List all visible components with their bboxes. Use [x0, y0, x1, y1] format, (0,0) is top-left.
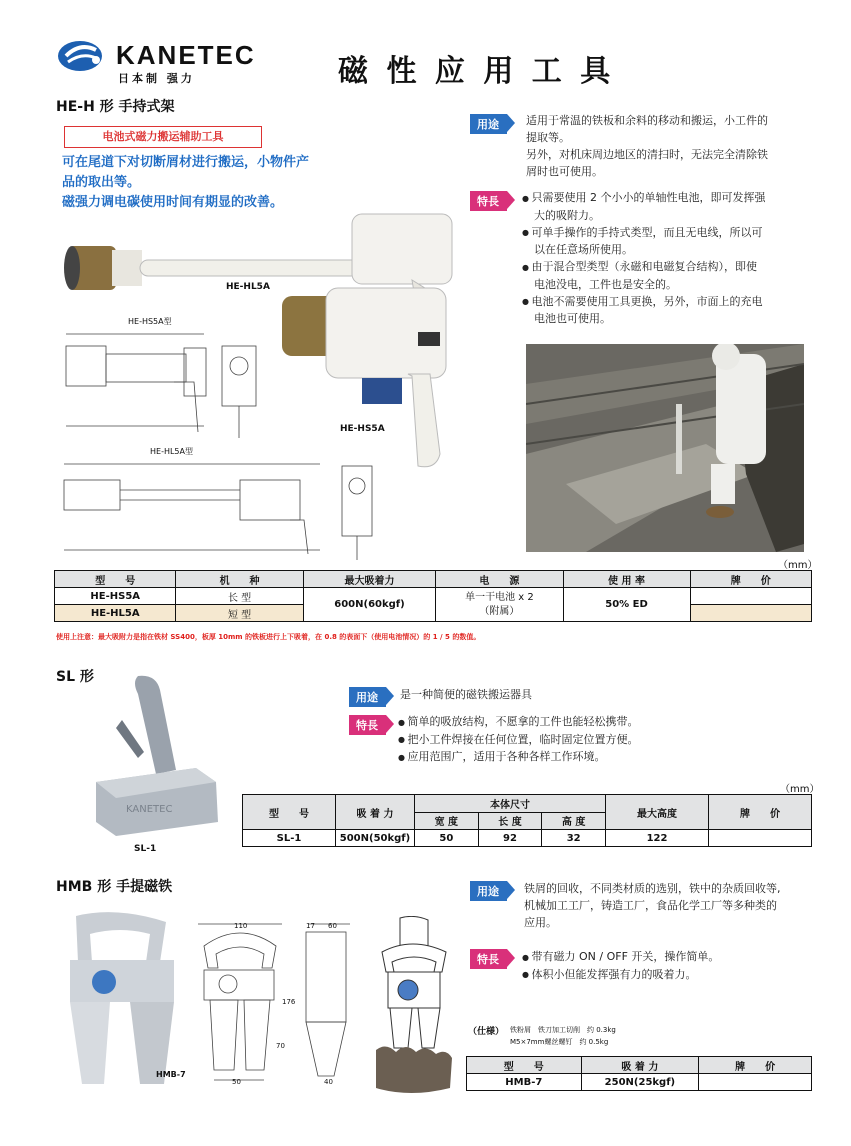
he-feature-block — [470, 190, 507, 211]
he-hs5a-photo — [278, 278, 478, 472]
he-features — [522, 189, 822, 327]
he-feature-line: 大的吸附力。 — [534, 208, 600, 222]
table-cell: HMB-7 — [467, 1074, 582, 1091]
table-header-row — [467, 1057, 812, 1074]
page-title: 磁 性 应 用 工 具 — [338, 54, 615, 89]
table-cell: 122 — [606, 830, 709, 847]
hmb-feature-block — [470, 948, 507, 969]
table-cell: 50 — [415, 830, 479, 847]
he-usage-line: 屑时也可使用。 — [526, 165, 603, 178]
sl-feature-tag: 特長 — [349, 715, 386, 735]
brand-subtitle: 日本制 强力 — [118, 72, 195, 85]
he-usage-line: 适用于常温的铁板和余料的移动和搬运，小工件的 — [526, 114, 768, 127]
dim-label: 40 — [324, 1078, 333, 1086]
table-cell: 500N(50kgf) — [336, 830, 415, 847]
table-header: 最大高度 — [606, 795, 709, 830]
power-line: 单一干电池 x 2 — [465, 591, 534, 603]
he-hs5a-label: HE-HS5A — [340, 424, 385, 434]
sl-feature-line: ● 简单的吸放结构，不愿拿的工件也能轻松携带。 — [398, 713, 758, 731]
table-header: 高 度 — [542, 812, 606, 830]
table-header: 型 号 — [55, 571, 176, 588]
brand-logo — [56, 38, 112, 74]
he-hs5a-drawing — [54, 326, 264, 442]
table-cell: HE-HS5A — [55, 588, 176, 605]
dim-label: 17 — [306, 922, 315, 930]
table-header: 型 号 — [467, 1057, 582, 1074]
hmb-usage-text — [524, 880, 824, 931]
table-header-row — [55, 571, 812, 588]
price-cell — [690, 605, 812, 622]
table-header: 牌 价 — [709, 795, 812, 830]
table-row — [467, 1074, 812, 1091]
he-usage-text — [526, 112, 826, 180]
he-usage-line: 提取等。 — [526, 131, 570, 144]
sl-1-photo — [86, 672, 246, 842]
he-red-banner-text: 电池式磁力搬运辅助工具 — [102, 130, 224, 143]
he-usage-tag: 用途 — [470, 114, 507, 134]
hmb-usage-line: 应用。 — [524, 916, 557, 929]
sl-feature-line: ● 把小工件焊接在任何位置，临时固定位置方便。 — [398, 731, 758, 749]
dim-label: 110 — [234, 922, 248, 930]
sl-features — [398, 713, 758, 766]
table-cell: 短 型 — [176, 605, 303, 622]
dim-label: 176 — [282, 998, 296, 1006]
table-header: 牌 价 — [699, 1057, 812, 1074]
table-header: 牌 价 — [690, 571, 812, 588]
he-hl5a-drawing-title: HE-HL5A型 — [150, 447, 193, 456]
table-cell: 32 — [542, 830, 606, 847]
dim-label: 50 — [232, 1078, 241, 1086]
table-header: 最大吸着力 — [303, 571, 436, 588]
sl-usage-tag: 用途 — [349, 687, 386, 707]
he-feature-tag: 特長 — [470, 191, 507, 211]
he-feature-line: ● 电池不需要使用工具更换，另外，市面上的充电 — [522, 293, 822, 311]
he-feature-line: ● 由于混合型类型（永磁和电磁复合结构），即使 — [522, 258, 822, 276]
hmb-spec-line: M5×7mm螺丝螺钉 约 0.5kg — [510, 1038, 609, 1046]
table-cell: 250N(25kgf) — [581, 1074, 699, 1091]
he-feature-line: 电池没电，工件也是安全的。 — [534, 277, 677, 291]
table-cell: 长 型 — [176, 588, 303, 605]
hmb-usage-line: 机械加工工厂，铸造工厂，食品化学工厂等多种类的 — [524, 899, 777, 912]
he-blue-line: 可在尾道下对切断屑材进行搬运，小物件产 — [62, 155, 310, 170]
hmb-7-photo — [60, 908, 190, 1090]
factory-floor-photo — [526, 344, 804, 552]
he-spec-table — [54, 570, 812, 622]
table-cell: HE-HL5A — [55, 605, 176, 622]
he-hs5a-drawing-title: HE-HS5A型 — [128, 317, 172, 326]
hmb-features — [522, 948, 822, 983]
price-cell — [690, 588, 812, 605]
hmb-drawing — [190, 918, 360, 1090]
hmb-feature-tag: 特長 — [470, 949, 507, 969]
table-header: 吸 着 力 — [581, 1057, 699, 1074]
hmb-illustration — [364, 916, 464, 1096]
table-cell: 92 — [478, 830, 542, 847]
he-blue-line: 品的取出等。 — [62, 175, 141, 190]
table-header: 机 种 — [176, 571, 303, 588]
hmb-spec-label: （仕様） — [468, 1027, 505, 1037]
he-hl5a-label: HE-HL5A — [226, 282, 270, 292]
brand-name: KANETEC — [116, 40, 256, 70]
hmb-product-label: HMB-7 — [156, 1070, 186, 1079]
sl-section-title: SL 形 — [56, 669, 94, 685]
he-blue-line: 磁强力调电碳使用时间有期显的改善。 — [62, 195, 284, 210]
table-header: 使 用 率 — [563, 571, 690, 588]
he-unit-label: （mm） — [778, 560, 818, 571]
table-cell: 50% ED — [563, 588, 690, 622]
sl-product-label: SL-1 — [134, 844, 157, 854]
dim-label: 70 — [276, 1042, 285, 1050]
hmb-spec-lines — [510, 1024, 616, 1048]
he-usage-note: 使用上注意：最大吸附力是指在铁材 SS400，板厚 10mm 的铁板进行上下吸着，在 0.8 的表面下（使用电池情况）的 1 / 5 的数值。 — [56, 633, 481, 641]
table-row — [243, 830, 812, 847]
power-line: （附属） — [479, 605, 520, 617]
hmb-feature-line: ● 带有磁力 ON / OFF 开关，操作简单。 — [522, 948, 822, 966]
sl-feature-block — [349, 714, 386, 735]
sl-feature-line: ● 应用范围广，适用于各种各样工作环境。 — [398, 748, 758, 766]
table-header: 本体尺寸 — [415, 795, 606, 813]
table-header: 长 度 — [478, 812, 542, 830]
table-header-row — [243, 795, 812, 813]
table-header: 型 号 — [243, 795, 336, 830]
table-cell: 600N(60kgf) — [303, 588, 436, 622]
hmb-spec-line: 铁粉屑 铁刀加工切削 约 0.3kg — [510, 1026, 616, 1034]
sl-unit-label: （mm） — [780, 784, 820, 795]
he-feature-line: ● 可单手操作的手持式类型，而且无电线，所以可 — [522, 224, 822, 242]
sl-spec-table — [242, 794, 812, 847]
price-cell — [699, 1074, 812, 1091]
table-cell: SL-1 — [243, 830, 336, 847]
hmb-usage-line: 铁屑的回收，不同类材质的选别，铁中的杂质回收等, — [524, 882, 781, 895]
hmb-usage-block — [470, 880, 507, 901]
he-red-banner — [64, 126, 262, 148]
table-header: 吸 着 力 — [336, 795, 415, 830]
he-hl5a-drawing — [50, 456, 390, 566]
table-row — [55, 588, 812, 605]
hmb-spec-table — [466, 1056, 812, 1091]
table-cell — [436, 588, 563, 622]
hmb-section-title: HMB 形 手提磁铁 — [56, 879, 173, 895]
sl-usage-block — [349, 686, 386, 707]
he-section-title: HE-H 形 手持式架 — [56, 99, 175, 115]
he-feature-line: 以在任意场所使用。 — [534, 243, 633, 256]
table-header: 电 源 — [436, 571, 563, 588]
he-usage-line: 另外，对机床周边地区的清扫时，无法完全清除铁 — [526, 148, 768, 161]
hmb-usage-tag: 用途 — [470, 881, 507, 901]
dim-label: 60 — [328, 922, 337, 930]
hmb-feature-line: ● 体积小但能发挥强有力的吸着力。 — [522, 966, 822, 984]
table-header: 宽 度 — [415, 812, 479, 830]
he-feature-line: ● 只需要使用 2 个小小的单轴性电池，即可发挥强 — [522, 189, 822, 207]
he-feature-line: 电池也可使用。 — [534, 312, 611, 325]
he-usage-block — [470, 113, 507, 134]
svg-text:KANETEC: KANETEC — [126, 804, 173, 815]
sl-usage-text: 是一种简便的磁铁搬运器具 — [400, 688, 532, 701]
price-cell — [709, 830, 812, 847]
